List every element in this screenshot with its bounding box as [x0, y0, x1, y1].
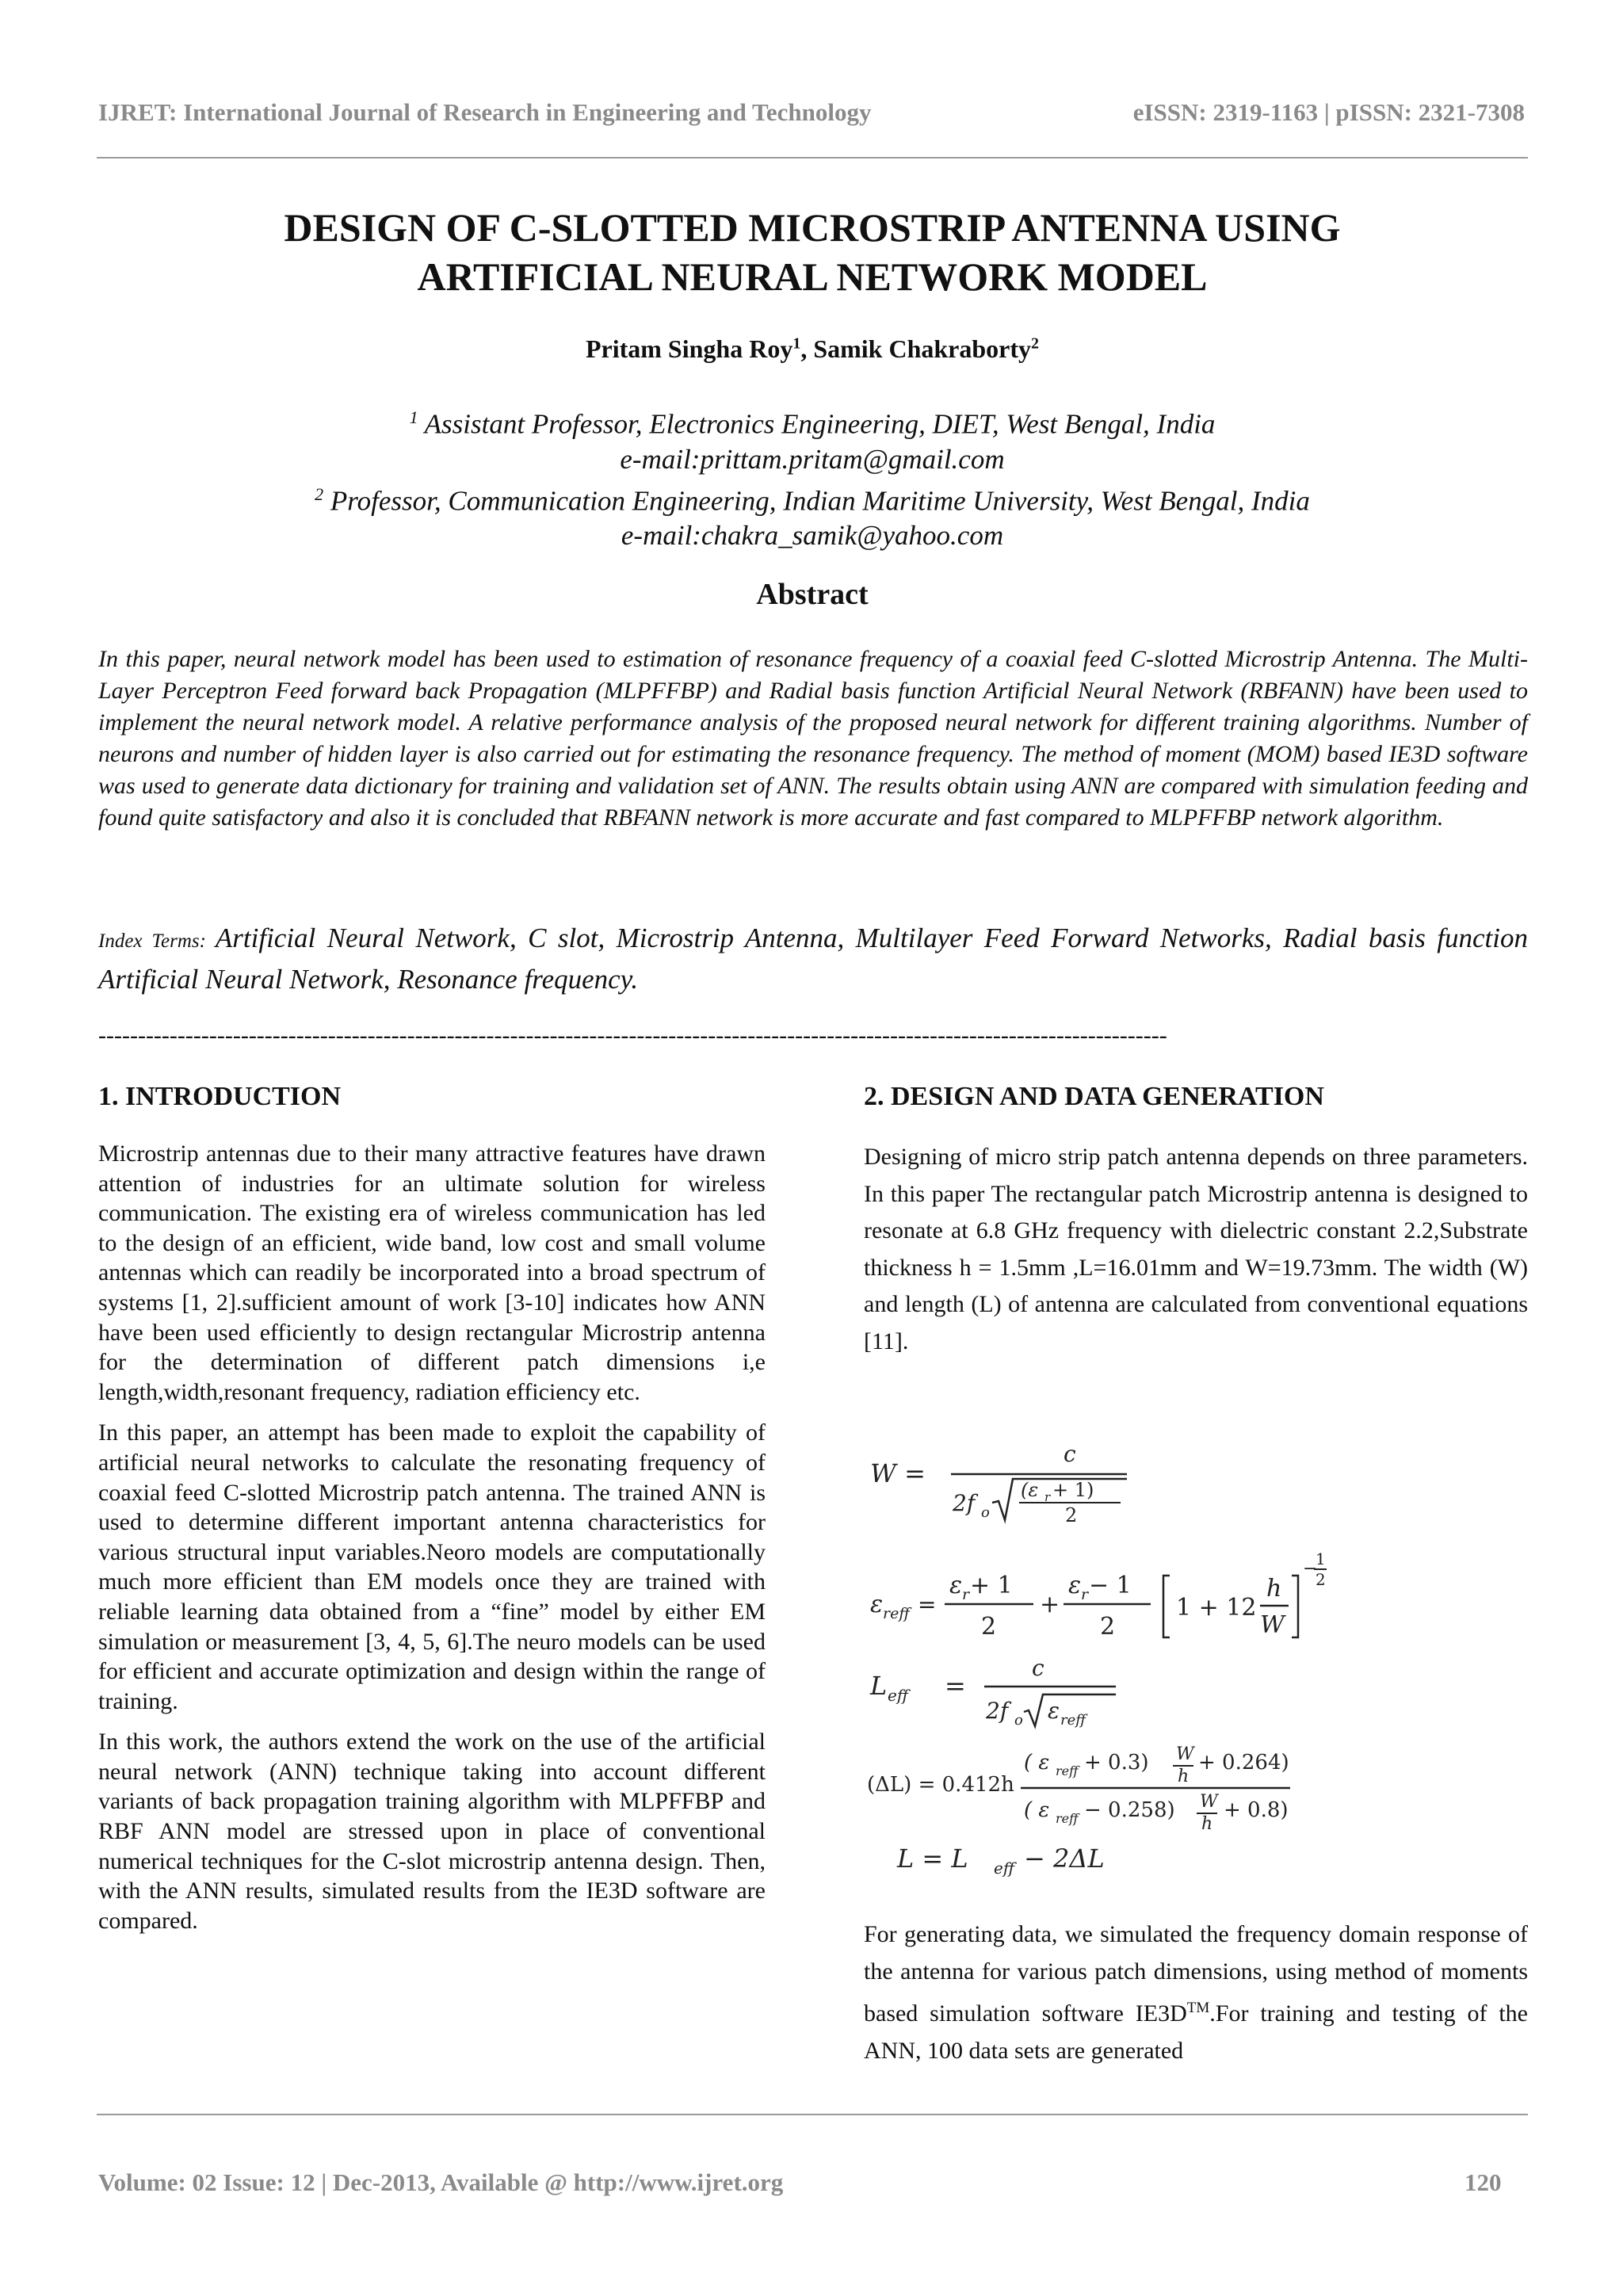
antenna-equations	[865, 1433, 1420, 1901]
author-1: Pritam Singha Roy	[585, 334, 793, 363]
eq2-W: W	[1260, 1611, 1285, 1639]
eq4-den-sub: reff	[1056, 1811, 1079, 1826]
eq1-lhs: W =	[870, 1458, 926, 1488]
eq4-lhs: (ΔL) = 0.412h	[867, 1773, 1014, 1797]
footer-volume: Volume: 02 Issue: 12 | Dec-2013, Available @ http://www.ijret.org	[98, 2168, 784, 2196]
eq2-lhs: ε	[870, 1591, 884, 1618]
eq2-t1-num-b: + 1	[970, 1572, 1013, 1599]
affiliations	[98, 400, 1526, 553]
section-1-heading: 1. INTRODUCTION	[98, 1082, 342, 1111]
eq2-equals: =	[918, 1591, 937, 1618]
trademark-sup: TM	[1186, 2000, 1210, 2016]
eq3-numerator: c	[1032, 1655, 1044, 1681]
eq1-inner-den: 2	[1065, 1504, 1078, 1526]
right-column	[864, 1082, 1528, 1360]
section-2-heading: 2. DESIGN AND DATA GENERATION	[864, 1082, 1324, 1111]
title-line-1: DESIGN OF C-SLOTTED MICROSTRIP ANTENNA USING	[284, 205, 1341, 250]
author-2-sup: 2	[1031, 334, 1040, 353]
eq4-den-a: ( ε	[1024, 1798, 1050, 1822]
intro-paragraph-2: In this paper, an attempt has been made to exploit the capability of artificial neural networks to calculate the resonating frequency of coaxial feed C-slotted Microstrip patch antenna. The trained ANN is used to determine different important antenna characteristics for various structural input variables.Neoro models are computationally much more efficient than EM models once they are trained with reliable learning data obtained from a “fine” model by either EM simulation or measurement [3, 4, 5, 6].The neuro models can be used for efficient and accurate optimization and design within the range of training.	[98, 1419, 766, 1714]
abstract-heading: Abstract	[756, 578, 869, 611]
affiliation-1	[98, 400, 1526, 442]
section-separator: ---------------------------------------------------------------------------------------------------------------------------------------	[98, 1022, 1167, 1049]
eq2-exp-sign: −	[1303, 1559, 1318, 1579]
affiliation-1-sup: 1	[409, 407, 418, 427]
header-rule	[97, 157, 1528, 159]
eq1-inner-num-sub: r	[1044, 1490, 1051, 1504]
eq3-rad-sub: reff	[1060, 1712, 1086, 1729]
eq3-den-2f: 2f	[986, 1698, 1009, 1724]
eq4-num-b: + 0.3)	[1084, 1751, 1149, 1775]
equation-eff-permittivity	[870, 1549, 1327, 1641]
design-paragraph-2-b: .For training and testing of the ANN, 100 data sets are generated	[864, 2000, 1528, 2064]
eq4-num-h: h	[1178, 1767, 1190, 1786]
email-2: e-mail:chakra_samik@yahoo.com	[621, 520, 1004, 552]
eq4-den-h: h	[1201, 1814, 1213, 1834]
page-number: 120	[1465, 2168, 1502, 2196]
eq1-den-sub: o	[981, 1504, 990, 1521]
eq4-den-W: W	[1200, 1792, 1218, 1812]
eq2-plus: +	[1040, 1591, 1060, 1618]
eq3-lhs: L	[870, 1671, 888, 1701]
equation-effective-length	[869, 1655, 1116, 1729]
eq2-exp-num: 1	[1316, 1549, 1326, 1568]
author-separator: ,	[800, 334, 814, 363]
data-generation-block	[864, 1916, 1528, 2069]
eq2-t1-num: ε	[949, 1572, 963, 1599]
eq4-num-W: W	[1176, 1744, 1194, 1764]
journal-header: IJRET: International Journal of Research in Engineering and Technology	[98, 98, 872, 126]
index-terms	[98, 919, 1528, 999]
abstract-text: In this paper, neural network model has been used to estimation of resonance frequency of a coaxial feed C-slotted Microstrip Antenna. The Multi-Layer Perceptron Feed forward back Propagation (MLPFFBP) and Radial basis function Artificial Neural Network (RBFANN) have been used to implement the neural network model. A relative performance analysis of the proposed neural network for different training algorithms. Number of neurons and number of hidden layer is also carried out for estimating the resonance frequency. The method of moment (MOM) based IE3D software was used to generate data dictionary for training and validation set of ANN. The results obtain using ANN are compared with simulation feeding and found quite satisfactory and also it is concluded that RBFANN network is more accurate and fast compared to MLPFFBP network algorithm.	[98, 646, 1528, 831]
eq5-rhs: − 2ΔL	[1024, 1843, 1105, 1874]
eq4-den-b: − 0.258)	[1084, 1798, 1175, 1822]
eq1-den-2f: 2f	[953, 1490, 976, 1516]
eq3-equals: =	[945, 1671, 966, 1701]
eq1-numerator: c	[1064, 1441, 1076, 1467]
eq2-t2-num-sub: r	[1081, 1586, 1089, 1603]
eq4-num-c: + 0.264)	[1198, 1751, 1289, 1775]
left-column	[98, 1082, 766, 1946]
paper-title	[98, 203, 1526, 301]
eq4-num-a: ( ε	[1024, 1751, 1050, 1775]
affiliation-2-text: Professor, Communication Engineering, Indian Maritime University, West Bengal, India	[323, 485, 1310, 517]
index-terms-label: Index Terms:	[98, 930, 216, 952]
eq3-den-sub: o	[1014, 1712, 1023, 1729]
eq2-exp-den: 2	[1316, 1570, 1326, 1589]
eq2-lhs-sub: reff	[883, 1605, 910, 1622]
design-paragraph-2	[864, 1916, 1528, 2069]
equations-figure	[865, 1433, 1420, 1901]
eq4-num-sub: reff	[1056, 1763, 1079, 1778]
eq2-bracket-right	[1292, 1576, 1298, 1637]
title-line-2: ARTIFICIAL NEURAL NETWORK MODEL	[417, 254, 1208, 299]
author-1-sup: 1	[792, 334, 801, 353]
eq1-inner-num-b: + 1)	[1052, 1479, 1094, 1501]
eq5-sub: eff	[994, 1859, 1015, 1878]
eq2-t2-num-b: − 1	[1089, 1572, 1132, 1599]
affiliation-2-sup: 2	[315, 483, 324, 504]
eq2-t2-num: ε	[1068, 1572, 1082, 1599]
eq1-inner-num: (ε	[1021, 1479, 1039, 1501]
affiliation-1-text: Assistant Professor, Electronics Engineering, DIET, West Bengal, India	[418, 408, 1216, 440]
eq5-lhs: L = L	[897, 1843, 968, 1874]
author-list	[98, 334, 1526, 364]
equation-length-extension	[867, 1744, 1290, 1834]
eq3-rad: ε	[1048, 1698, 1060, 1724]
eq2-h: h	[1266, 1575, 1282, 1603]
eq2-t2-den: 2	[1100, 1613, 1116, 1641]
email-1: e-mail:prittam.pritam@gmail.com	[620, 443, 1005, 475]
equation-width	[870, 1441, 1127, 1526]
design-paragraph-2-a: For generating data, we simulated the frequency domain response of the antenna for various patch dimensions, using method of moments based simulation software IE3D	[864, 1921, 1528, 2027]
equation-length	[896, 1843, 1105, 1878]
issn-header: eISSN: 2319-1163 | pISSN: 2321-7308	[1132, 98, 1525, 126]
affiliation-2	[98, 477, 1526, 519]
intro-paragraph-1: Microstrip antennas due to their many attractive features have drawn attention of industries for an ultimate solution for wireless communication. The existing era of wireless communication has led to the design of an efficient, wide band, low cost and small volume antennas which can readily be incorporated into a broad spectrum of systems [1, 2].sufficient amount of work [3-10] indicates how ANN have been used efficiently to design rectangular Microstrip antenna for the determination of different patch dimensions i,e length,width,resonant frequency, radiation efficiency etc.	[98, 1140, 766, 1405]
design-paragraph-1: Designing of micro strip patch antenna depends on three parameters. In this paper The rectangular patch Microstrip antenna is designed to resonate at 6.8 GHz frequency with dielectric constant 2.2,Substrate thickness h = 1.5mm ,L=16.01mm and W=19.73mm. The width (W) and length (L) of antenna are calculated from conventional equations [11].	[864, 1144, 1528, 1354]
footer-rule	[97, 2114, 1528, 2115]
author-2: Samik Chakraborty	[813, 334, 1032, 363]
eq2-t1-den: 2	[981, 1613, 997, 1641]
eq3-lhs-sub: eff	[888, 1686, 909, 1705]
intro-paragraph-3: In this work, the authors extend the work on the use of the artificial neural network (ANN) technique taking into account different variants of back propagation training algorithm with MLPFFBP and RBF ANN model are stressed upon in place of conventional numerical techniques for the C-slot microstrip antenna design. Then, with the ANN results, simulated results from the IE3D software are compared.	[98, 1729, 766, 1934]
eq2-bracket-a: 1 + 12	[1176, 1594, 1257, 1622]
eq4-den-c: + 0.8)	[1224, 1798, 1289, 1822]
eq2-bracket-left	[1163, 1576, 1170, 1637]
eq2-t1-num-sub: r	[962, 1586, 970, 1603]
index-terms-text: Artificial Neural Network, C slot, Microstrip Antenna, Multilayer Feed Forward Networks, Radial basis function Artificial Neural Network, Resonance frequency.	[98, 923, 1528, 995]
